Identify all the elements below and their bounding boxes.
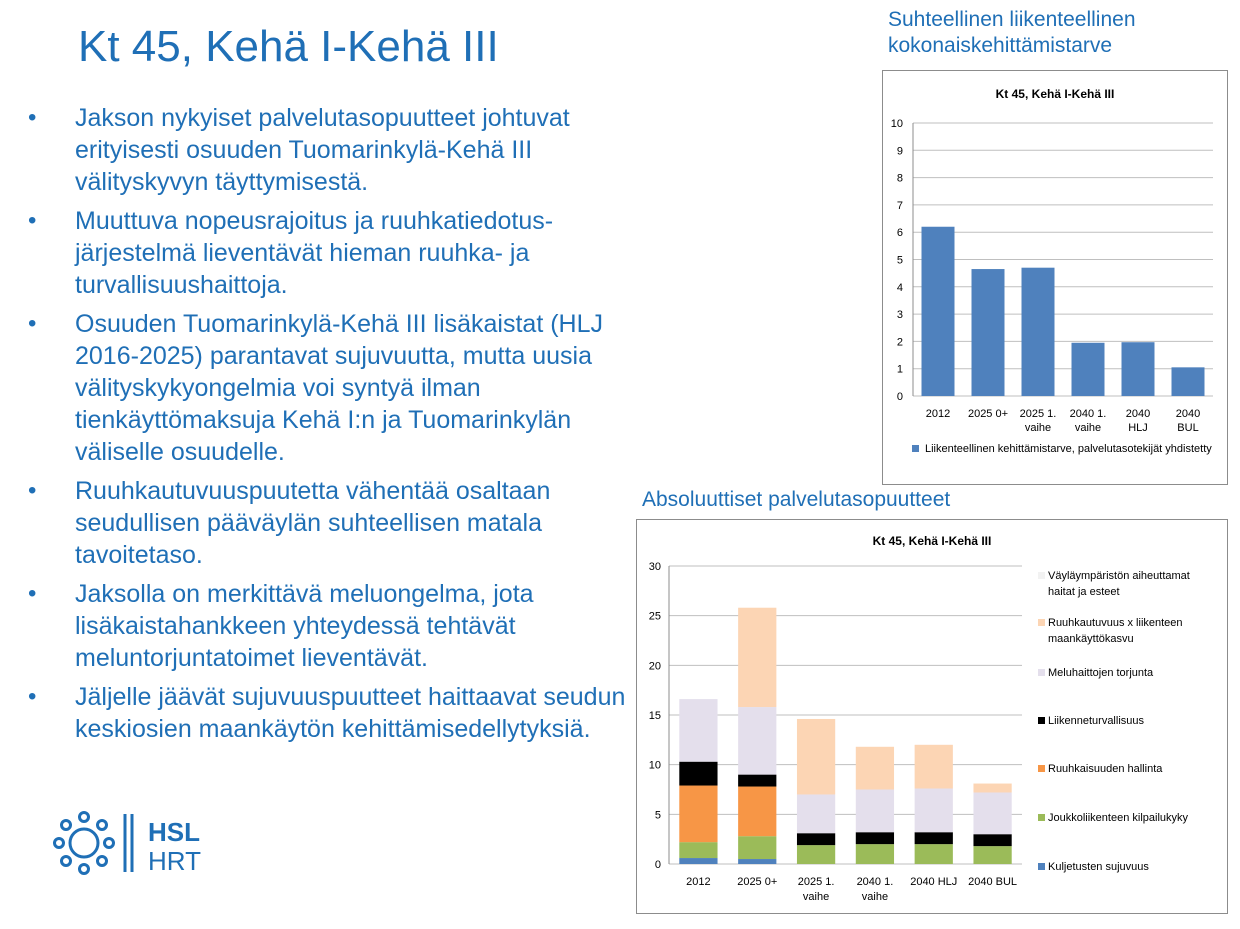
x-tick-label: HLJ — [1128, 422, 1148, 434]
bullet-item — [28, 102, 628, 198]
bullet-item — [28, 475, 628, 571]
bar-segment — [679, 762, 717, 786]
bar-segment — [797, 845, 835, 864]
legend-swatch — [1038, 619, 1045, 626]
bar-segment — [797, 794, 835, 833]
legend-swatch — [1038, 863, 1045, 870]
bullet-text: Jaksolla on merkittävä meluongelma, jota lisäkaistahankkeen yhteydessä tehtävät meluntorjuntatoimet lieventävät. — [75, 580, 534, 672]
bar — [1122, 342, 1155, 396]
y-tick-label: 25 — [648, 610, 661, 623]
x-tick-label: 2040 1. — [1069, 408, 1107, 420]
y-tick-label: 5 — [654, 809, 661, 822]
bar-segment — [738, 608, 776, 707]
chart-title: Kt 45, Kehä I-Kehä III — [872, 534, 992, 548]
bullet-list — [28, 102, 628, 752]
hsl-logo — [52, 810, 222, 881]
legend-swatch — [912, 445, 919, 452]
chart-title: Kt 45, Kehä I-Kehä III — [995, 87, 1115, 101]
legend-label: Kuljetusten sujuvuus — [1048, 861, 1149, 873]
legend-swatch — [1038, 814, 1045, 821]
y-tick-label: 3 — [896, 309, 903, 322]
bullet-item — [28, 308, 628, 468]
bullet-item — [28, 578, 628, 674]
x-tick-label: 2025 1. — [1019, 408, 1057, 420]
bullet-dot: • — [28, 477, 37, 504]
legend-swatch — [1038, 669, 1045, 676]
legend-swatch — [1038, 717, 1045, 724]
legend-label: Joukkoliikenteen kilpailukyky — [1048, 812, 1189, 824]
legend-swatch — [1038, 765, 1045, 772]
legend-swatch — [1038, 572, 1045, 579]
bar-segment — [738, 775, 776, 787]
legend-label: Liikenneturvallisuus — [1048, 715, 1144, 727]
legend-label: Ruuhkaisuuden hallinta — [1048, 763, 1163, 775]
x-tick-label: 2025 0+ — [737, 876, 778, 888]
legend-label: Väyläympäristön aiheuttamat — [1048, 570, 1190, 582]
bar-segment — [973, 846, 1011, 864]
y-tick-label: 0 — [896, 391, 903, 403]
bar-segment — [973, 792, 1011, 834]
y-tick-label: 4 — [896, 281, 903, 294]
bar — [1072, 343, 1105, 396]
y-tick-label: 20 — [648, 660, 661, 673]
bar-segment — [973, 834, 1011, 846]
absolute-chart-caption: Absoluuttiset palvelutasopuutteet — [642, 488, 951, 511]
bullet-text: Ruuhkautuvuuspuutetta vähentää osaltaan seudullisen pääväylän suhteellisen matala tavoitetaso. — [75, 477, 551, 569]
y-tick-label: 30 — [648, 561, 661, 573]
x-tick-label: 2040 BUL — [968, 876, 1018, 888]
y-tick-label: 15 — [648, 710, 661, 722]
legend-label: haitat ja esteet — [1048, 586, 1120, 598]
x-tick-label: 2012 — [686, 876, 711, 888]
x-tick-label: 2025 1. — [797, 876, 835, 888]
x-tick-label: 2025 0+ — [967, 408, 1009, 420]
bullet-text: Muuttuva nopeusrajoitus ja ruuhkatiedotus-järjestelmä lieventävät hieman ruuhka- ja turvallisuushaittoja. — [75, 207, 554, 299]
bar-segment — [679, 786, 717, 843]
relative-need-chart — [883, 71, 1227, 484]
bar-segment — [915, 745, 953, 789]
y-tick-label: 7 — [896, 199, 903, 212]
y-tick-label: 1 — [896, 363, 903, 376]
bar-segment — [679, 858, 717, 864]
relative-chart-frame — [882, 70, 1228, 485]
relative-chart-caption — [888, 7, 1136, 59]
x-tick-label: 2040 — [1125, 408, 1151, 420]
x-tick-label: BUL — [1177, 422, 1199, 434]
legend-label: Liikenteellinen kehittämistarve, palvelutasotekijät yhdistetty — [925, 443, 1212, 455]
bullet-text: Jakson nykyiset palvelutasopuutteet johtuvat erityisesti osuuden Tuomarinkylä-Kehä III välityskyvyn täyttymisestä. — [75, 104, 570, 196]
x-tick-label: vaihe — [1074, 422, 1102, 434]
bar-segment — [915, 789, 953, 833]
x-tick-label: vaihe — [1024, 422, 1052, 434]
bullet-text: Osuuden Tuomarinkylä-Kehä III lisäkaistat (HLJ 2016-2025) parantavat sujuvuutta, mutta uusia välityskykyongelmia voi syntyä ilman tienkäyttömaksuja Kehä I:n ja Tuomarinkylän väliselle osuudelle. — [75, 310, 604, 466]
y-tick-label: 8 — [896, 172, 903, 185]
bar-segment — [738, 787, 776, 837]
x-tick-label: 2040 1. — [856, 876, 894, 888]
bar-segment — [797, 833, 835, 845]
y-tick-label: 10 — [890, 118, 903, 130]
caption-line: Suhteellinen liikenteellinen — [888, 8, 1136, 31]
bar-segment — [973, 784, 1011, 793]
bar-segment — [797, 719, 835, 794]
bar — [922, 227, 955, 396]
bullet-dot: • — [28, 104, 37, 131]
bar-segment — [679, 842, 717, 858]
absolute-chart-frame — [636, 519, 1228, 914]
bar — [1172, 367, 1205, 396]
legend-label: Meluhaittojen torjunta — [1048, 667, 1154, 679]
x-tick-label: vaihe — [802, 891, 830, 903]
bullet-item — [28, 205, 628, 301]
y-tick-label: 10 — [648, 759, 661, 772]
bar-segment — [738, 707, 776, 775]
absolute-deficits-chart — [637, 520, 1227, 913]
legend-label: maankäyttökasvu — [1048, 633, 1134, 645]
bar-segment — [915, 832, 953, 844]
bar — [1022, 268, 1055, 396]
bullet-dot: • — [28, 310, 37, 337]
bar-segment — [738, 859, 776, 864]
bullet-dot: • — [28, 207, 37, 234]
x-tick-label: 2040 — [1175, 408, 1201, 420]
bar-segment — [856, 832, 894, 844]
logo-text-hrt: HRT — [148, 846, 201, 876]
bar-segment — [856, 790, 894, 833]
bar-segment — [679, 699, 717, 762]
hsl-sun-icon — [52, 810, 222, 876]
x-tick-label: 2012 — [925, 408, 951, 420]
y-tick-label: 2 — [896, 336, 903, 349]
x-tick-label: vaihe — [861, 891, 889, 903]
bar-segment — [856, 747, 894, 790]
bullet-text: Jäljelle jäävät sujuvuuspuutteet haittaavat seudun keskiosien maankäytön kehittämisedellytyksiä. — [75, 683, 626, 743]
bar-segment — [856, 844, 894, 864]
y-tick-label: 0 — [654, 859, 661, 871]
bar-segment — [738, 836, 776, 859]
legend-label: Ruuhkautuvuus x liikenteen — [1048, 617, 1183, 629]
bullet-item — [28, 681, 628, 745]
bar-segment — [915, 844, 953, 864]
y-tick-label: 5 — [896, 254, 903, 267]
slide-title: Kt 45, Kehä I-Kehä III — [78, 22, 499, 71]
y-tick-label: 6 — [896, 227, 903, 240]
logo-text-hsl: HSL — [148, 817, 200, 847]
y-tick-label: 9 — [896, 145, 903, 158]
caption-line: kokonaiskehittämistarve — [888, 34, 1113, 57]
bar — [972, 269, 1005, 396]
bullet-dot: • — [28, 580, 37, 607]
x-tick-label: 2040 HLJ — [910, 876, 958, 888]
bullet-dot: • — [28, 683, 37, 710]
